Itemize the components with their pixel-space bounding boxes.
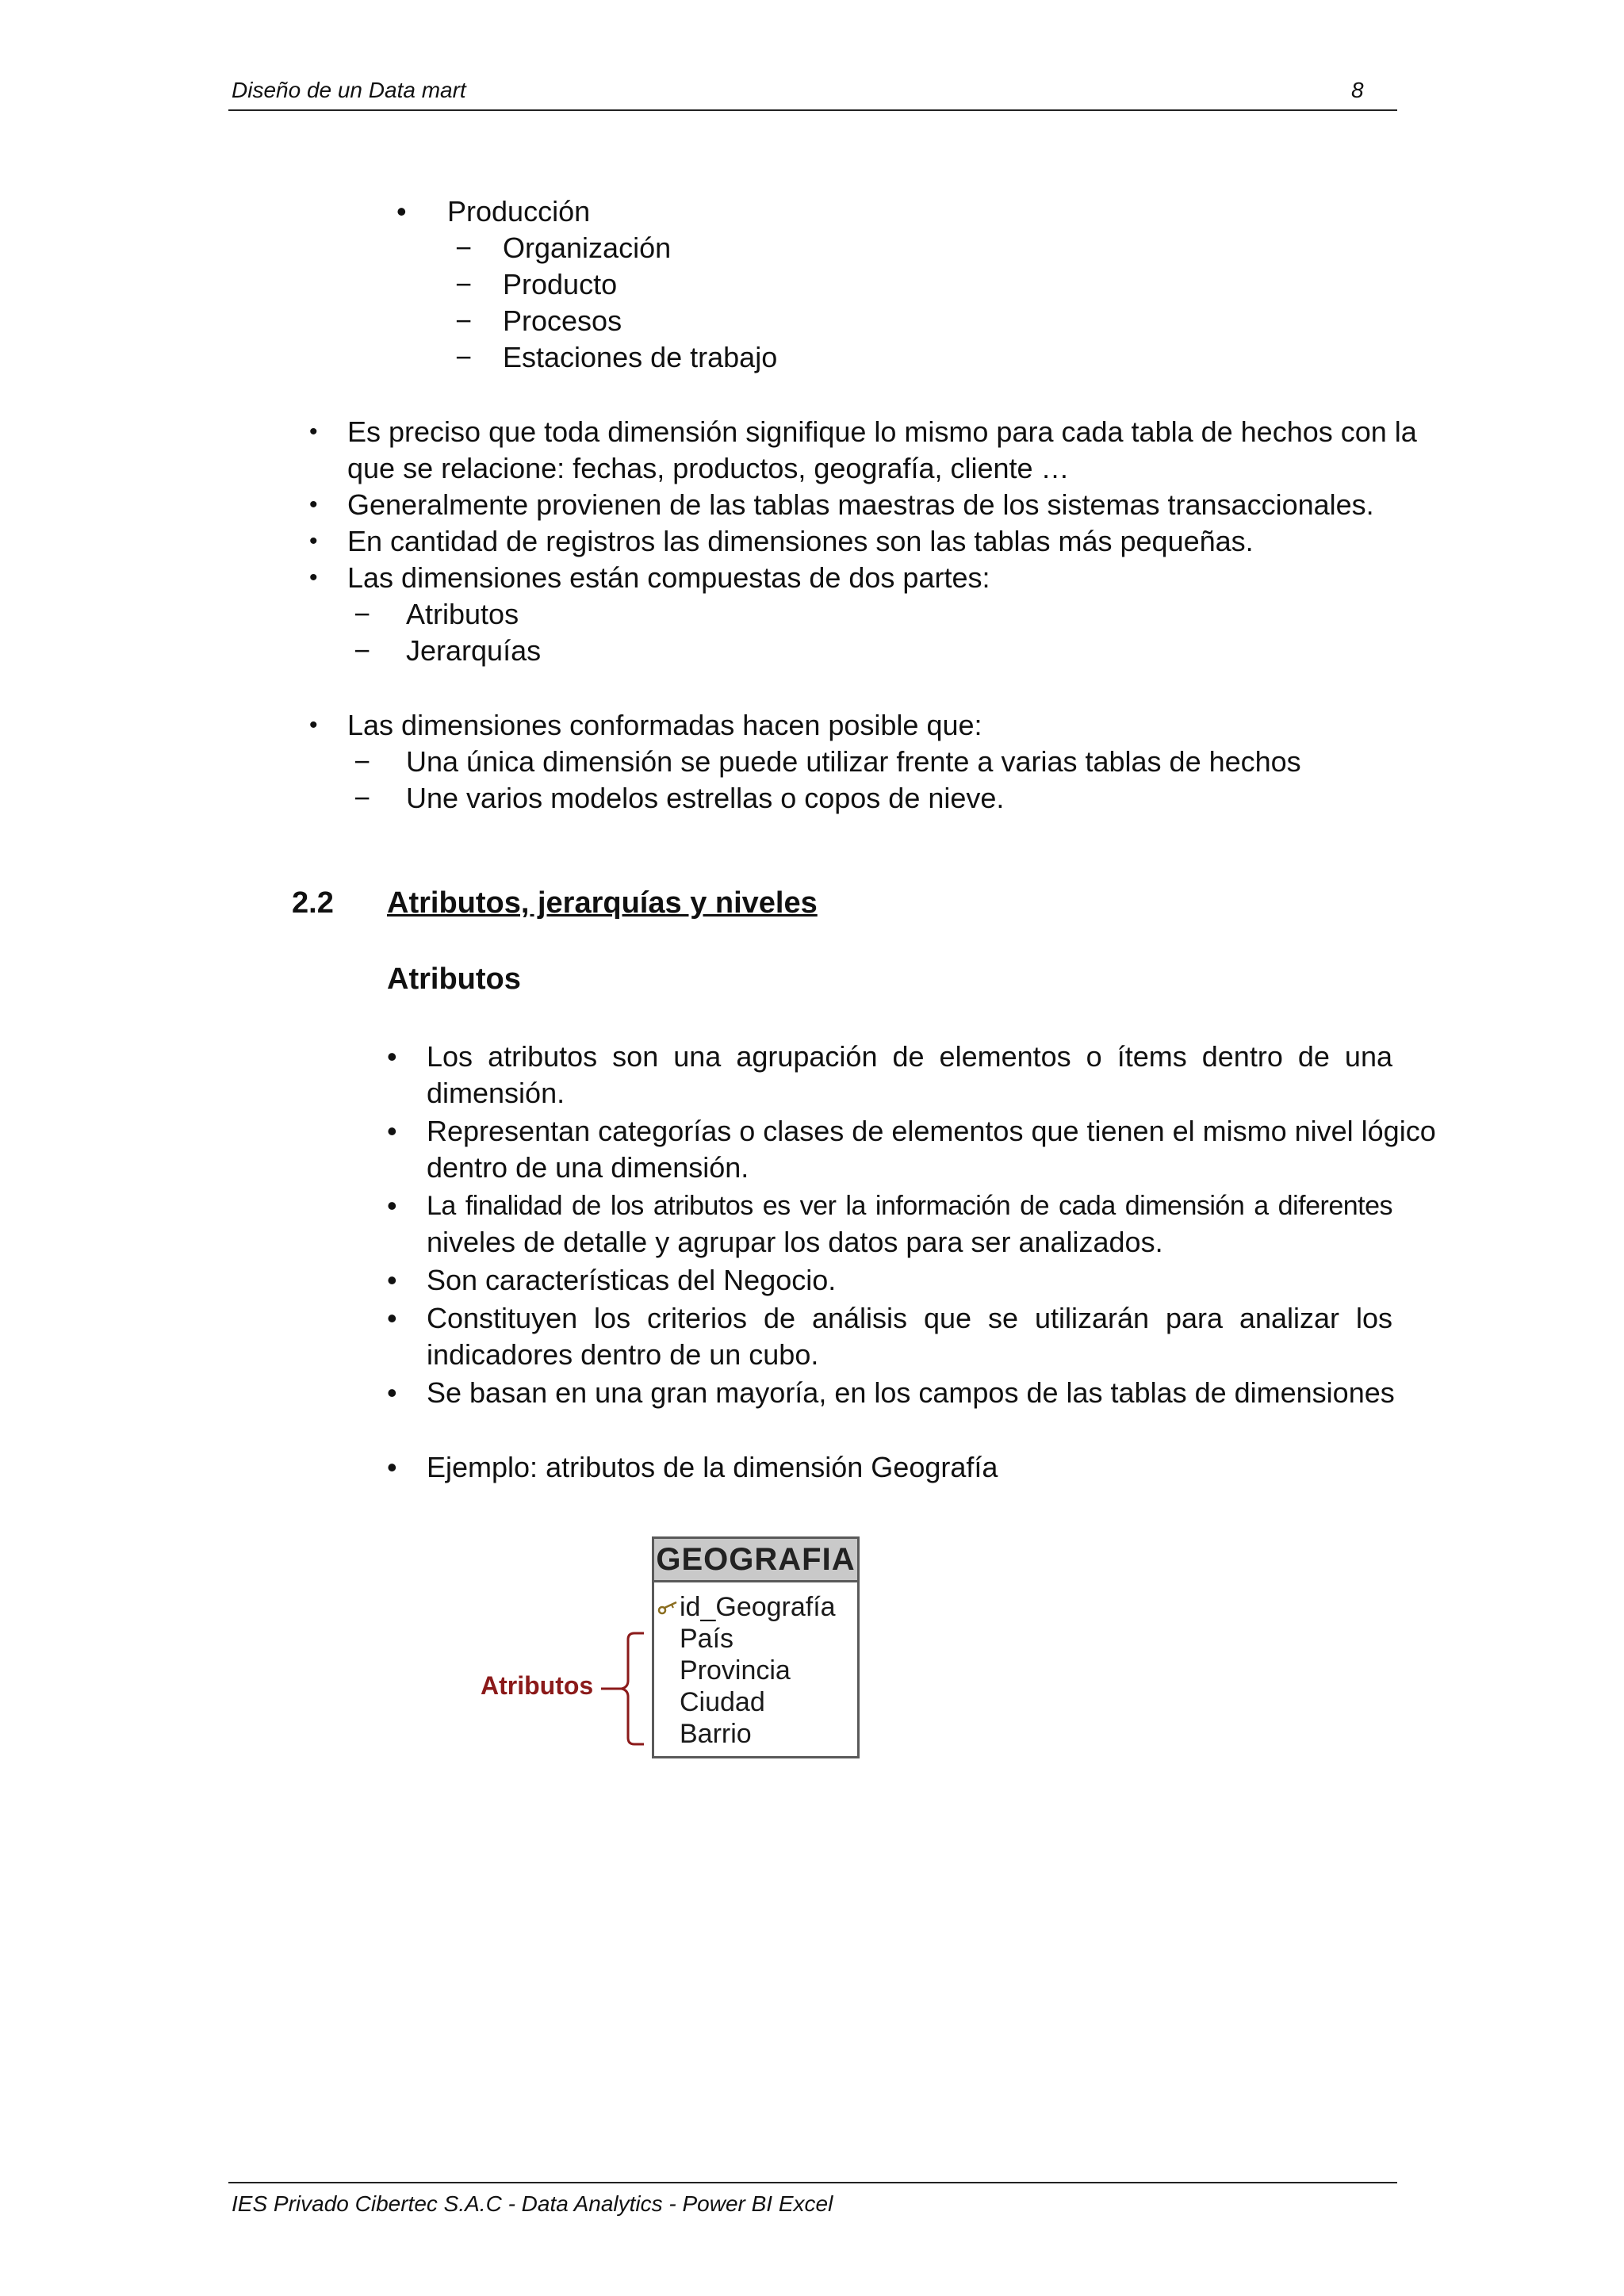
paragraph-line: Ejemplo: atributos de la dimensión Geografía <box>427 1451 998 1483</box>
paragraph-line: que se relacione: fechas, productos, geografía, cliente … <box>347 452 1070 484</box>
dash-icon: − <box>354 782 371 814</box>
dash-icon: − <box>455 304 473 337</box>
paragraph-line: Representan categorías o clases de elementos que tienen el mismo nivel lógico <box>427 1115 1436 1147</box>
paragraph-line: En cantidad de registros las dimensiones son las tablas más pequeñas. <box>347 525 1254 557</box>
produccion-item: Organización <box>503 232 672 264</box>
section-title: Atributos, jerarquías y niveles <box>387 886 818 920</box>
produccion-item: Estaciones de trabajo <box>503 341 778 373</box>
paragraph-line: Los atributos son una agrupación de elementos o ítems dentro de una <box>427 1040 1392 1073</box>
bullet-icon: • <box>387 1115 397 1147</box>
key-icon <box>657 1601 678 1615</box>
geografia-table <box>652 1536 860 1758</box>
subsection-title: Atributos <box>387 962 521 996</box>
table-field: País <box>680 1624 734 1654</box>
produccion-item: Procesos <box>503 304 622 337</box>
paragraph-line: indicadores dentro de un cubo. <box>427 1338 819 1371</box>
bullet-icon: • <box>309 419 318 445</box>
bullet-icon: • <box>387 1040 397 1073</box>
list-item: Jerarquías <box>406 634 542 667</box>
table-field: Provincia <box>680 1655 791 1686</box>
list-item: Atributos <box>406 598 519 630</box>
dash-icon: − <box>455 268 473 300</box>
table-field: Barrio <box>680 1719 752 1749</box>
paragraph-line: La finalidad de los atributos es ver la información de cada dimensión a diferentes <box>427 1191 1392 1221</box>
section-number: 2.2 <box>292 886 334 920</box>
footer-text: IES Privado Cibertec S.A.C - Data Analytics - Power BI Excel <box>232 2191 833 2216</box>
paragraph-line: Es preciso que toda dimensión signifique lo mismo para cada tabla de hechos con la <box>347 415 1417 448</box>
footer-rule <box>228 2182 1397 2183</box>
bullet-icon: • <box>387 1451 397 1483</box>
bullet-icon: • <box>309 528 318 554</box>
bullet-icon: • <box>387 1302 397 1334</box>
dash-icon: − <box>455 341 473 373</box>
paragraph-line: niveles de detalle y agrupar los datos para ser analizados. <box>427 1226 1163 1258</box>
bullet-icon: • <box>309 564 318 591</box>
bullet-icon: • <box>309 712 318 738</box>
paragraph-line: Las dimensiones están compuestas de dos partes: <box>347 561 990 594</box>
paragraph-line: dentro de una dimensión. <box>427 1151 749 1184</box>
table-field-key: id_Geografía <box>680 1592 836 1622</box>
paragraph-line: Son características del Negocio. <box>427 1264 837 1296</box>
paragraph-line: Generalmente provienen de las tablas maestras de los sistemas transaccionales. <box>347 488 1374 521</box>
bullet-icon: • <box>309 492 318 518</box>
page-number: 8 <box>1351 78 1364 102</box>
list-item: Une varios modelos estrellas o copos de nieve. <box>406 782 1005 814</box>
dash-icon: − <box>354 745 371 778</box>
paragraph-line: dimensión. <box>427 1077 565 1109</box>
attributes-label: Atributos <box>481 1671 594 1700</box>
produccion-item: Producto <box>503 268 618 300</box>
paragraph-line: Se basan en una gran mayoría, en los campos de las tablas de dimensiones <box>427 1376 1395 1409</box>
table-field: Ciudad <box>680 1687 765 1717</box>
header-title: Diseño de un Data mart <box>232 78 466 102</box>
paragraph-line: Constituyen los criterios de análisis que se utilizarán para analizar los <box>427 1302 1392 1334</box>
table-header: GEOGRAFIA <box>654 1539 857 1582</box>
dash-icon: − <box>354 598 371 630</box>
bullet-icon: • <box>387 1264 397 1296</box>
paragraph-line: Las dimensiones conformadas hacen posible que: <box>347 709 982 741</box>
bullet-icon: • <box>396 195 407 228</box>
produccion-label: Producción <box>447 195 591 228</box>
dash-icon: − <box>455 232 473 264</box>
bullet-icon: • <box>387 1189 397 1222</box>
list-item: Una única dimensión se puede utilizar frente a varias tablas de hechos <box>406 745 1301 778</box>
brace-icon <box>599 1630 647 1747</box>
bullet-icon: • <box>387 1376 397 1409</box>
dash-icon: − <box>354 634 371 667</box>
header-rule <box>228 109 1397 111</box>
